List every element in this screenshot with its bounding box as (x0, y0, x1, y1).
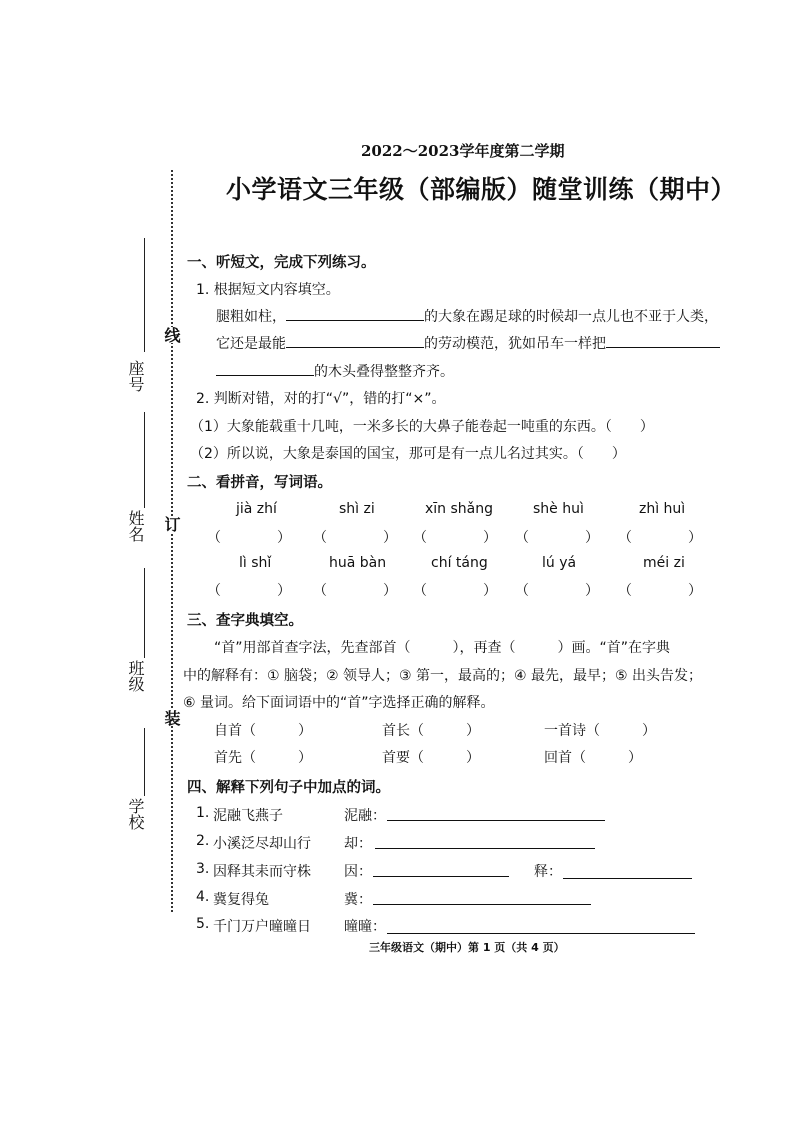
s4-num-4: 4. (196, 889, 210, 905)
q1-prompt: 1. 根据短文内容填空。 (196, 282, 340, 298)
section3-heading: 三、查字典填空。 (187, 613, 303, 629)
s3-line-3: ⑥ 量词。给下面词语中的“首”字选择正确的解释。 (183, 695, 495, 711)
answer-paren[interactable]: （ ） (207, 530, 291, 546)
s4-word-1: 泥融： (344, 808, 386, 824)
s4-num-1: 1. (196, 805, 210, 821)
q1-line2 (216, 333, 720, 353)
q1-line3 (216, 361, 454, 381)
class-label: 班级 (126, 660, 145, 692)
answer-paren[interactable]: （ ） (207, 583, 291, 599)
pinyin: lì shǐ (239, 555, 272, 571)
s3-word-shouxian[interactable]: 首先（ ） (214, 750, 312, 766)
s4-phrase-5: 千门万户曈曈日 (213, 919, 311, 935)
answer-paren[interactable]: （ ） (618, 530, 702, 546)
q1-blank-2[interactable] (286, 334, 424, 348)
pinyin: chí táng (431, 555, 488, 571)
q1-blank-1[interactable] (286, 307, 424, 321)
pinyin: xīn shǎng (425, 501, 494, 517)
s3-line-2: 中的解释有：① 脑袋；② 领导人；③ 第一，最高的；④ 最先，最早；⑤ 出头告发； (183, 668, 703, 684)
pinyin: jià zhí (236, 501, 277, 517)
q2-item-1[interactable]: （1）大象能载重十几吨，一米多长的大鼻子能卷起一吨重的东西。（ ） (190, 419, 654, 435)
s4-answer-3b[interactable] (563, 865, 692, 879)
q1-text-b1: 它还是最能 (216, 336, 286, 352)
q1-line1 (216, 306, 718, 326)
s4-phrase-3: 因释其耒而守株 (213, 864, 311, 880)
s4-word-3: 因： (344, 864, 372, 880)
answer-paren[interactable]: （ ） (313, 530, 397, 546)
binding-mark-zhuang: 装 (162, 710, 181, 726)
s4-word-5: 曈曈： (344, 919, 386, 935)
s3-word-shouyao[interactable]: 首要（ ） (382, 750, 480, 766)
answer-paren[interactable]: （ ） (618, 583, 702, 599)
q1-text-c: 的木头叠得整整齐齐。 (314, 364, 454, 380)
s3-word-huishou[interactable]: 回首（ ） (544, 750, 642, 766)
s4-answer-1[interactable] (387, 807, 605, 821)
pinyin: méi zi (643, 555, 685, 571)
s4-answer-2[interactable] (375, 835, 595, 849)
section4-heading: 四、解释下列句子中加点的词。 (187, 780, 390, 796)
exam-title: 小学语文三年级（部编版）随堂训练（期中） (226, 175, 737, 204)
s4-word-2: 却： (344, 836, 372, 852)
answer-paren[interactable]: （ ） (515, 530, 599, 546)
answer-paren[interactable]: （ ） (515, 583, 599, 599)
s4-phrase-4: 冀复得兔 (213, 892, 269, 908)
section2-heading: 二、看拼音，写词语。 (187, 475, 332, 491)
s4-answer-3a[interactable] (373, 863, 509, 877)
pinyin: shì zi (339, 501, 375, 517)
s3-line-1: “首”用部首查字法，先查部首（ ），再查（ ）画。“首”在字典 (214, 640, 671, 656)
q1-blank-3[interactable] (606, 334, 720, 348)
s4-word-4: 冀： (344, 892, 372, 908)
school-year: 2022～2023学年度第二学期 (361, 142, 565, 160)
s4-word-3b: 释： (534, 864, 562, 880)
answer-paren[interactable]: （ ） (413, 530, 497, 546)
q2-prompt: 2. 判断对错，对的打“√”，错的打“×”。 (196, 391, 446, 407)
binding-mark-ding: 订 (162, 516, 181, 532)
s4-num-5: 5. (196, 916, 210, 932)
s4-num-2: 2. (196, 833, 210, 849)
seat-line[interactable] (144, 238, 145, 352)
q2-item-2[interactable]: （2）所以说，大象是泰国的国宝，那可是有一点儿名过其实。（ ） (190, 446, 626, 462)
binding-dotted-line (171, 170, 173, 912)
name-label: 姓名 (126, 510, 145, 542)
page-footer: 三年级语文（期中）第 1 页（共 4 页） (369, 941, 565, 954)
q1-blank-4[interactable] (216, 362, 314, 376)
s4-phrase-1: 泥融飞燕子 (213, 808, 283, 824)
class-line[interactable] (144, 568, 145, 658)
s4-answer-5[interactable] (387, 920, 695, 934)
q1-text-a1: 腿粗如柱， (216, 309, 286, 325)
s3-word-shouzhang[interactable]: 首长（ ） (382, 723, 480, 739)
s3-word-yishoushi[interactable]: 一首诗（ ） (544, 723, 656, 739)
binding-mark-xian: 线 (162, 327, 181, 343)
answer-paren[interactable]: （ ） (313, 583, 397, 599)
answer-paren[interactable]: （ ） (413, 583, 497, 599)
s4-phrase-2: 小溪泛尽却山行 (213, 836, 311, 852)
s4-num-3: 3. (196, 861, 210, 877)
section1-heading: 一、听短文，完成下列练习。 (187, 255, 376, 271)
school-line[interactable] (144, 728, 145, 796)
name-line[interactable] (144, 412, 145, 508)
q1-text-a2: 的大象在踢足球的时候却一点儿也不亚于人类， (424, 309, 718, 325)
pinyin: huā bàn (329, 555, 387, 571)
s4-answer-4[interactable] (373, 891, 591, 905)
seat-label: 座号 (126, 360, 145, 392)
school-label: 学校 (126, 798, 145, 830)
q1-text-b2: 的劳动模范，犹如吊车一样把 (424, 336, 606, 352)
pinyin: shè huì (533, 501, 584, 517)
pinyin: zhì huì (639, 501, 686, 517)
pinyin: lú yá (542, 555, 577, 571)
s3-word-zishou[interactable]: 自首（ ） (214, 723, 312, 739)
